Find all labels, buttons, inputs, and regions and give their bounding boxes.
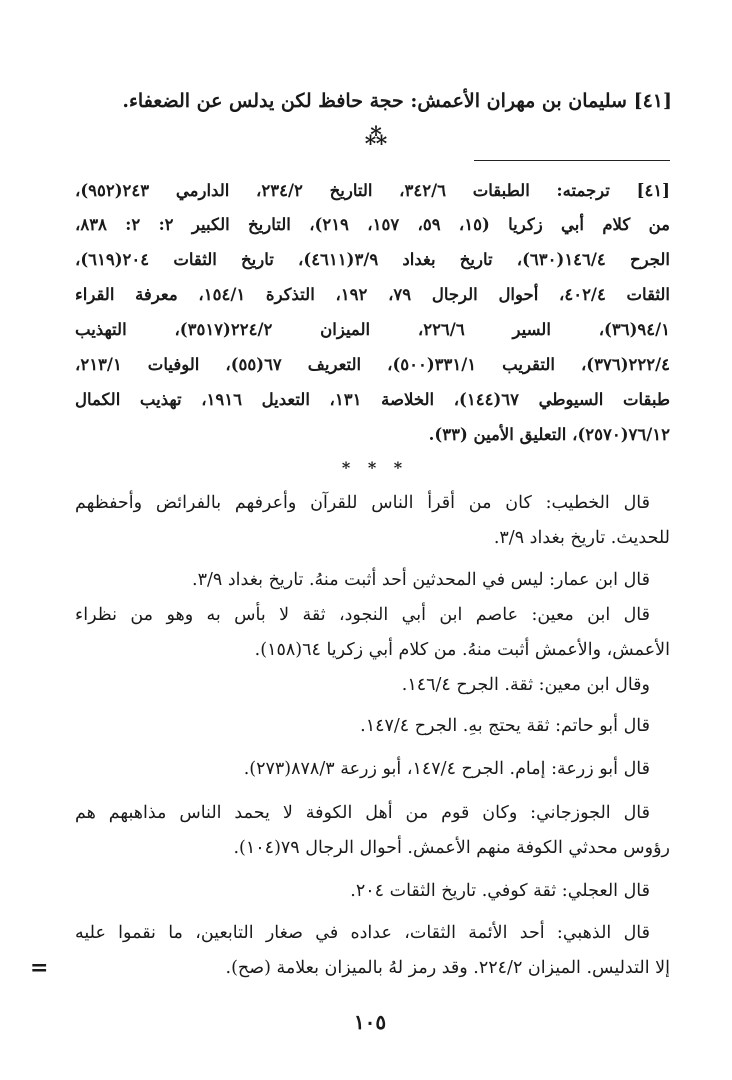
body-line: قال الخطيب: كان من أقرأ الناس للقرآن وأعرفهم بالفرائض وأحفظهم <box>75 493 650 513</box>
footnote-line: الجرح ١٤٦/٤(٦٣٠)، تاريخ بغداد ٣/٩(٤٦١١)، تاريخ الثقات ٢٠٤(٦١٩)، <box>75 250 670 269</box>
footnote-line: طبقات السيوطي ٦٧(١٤٤)، الخلاصة ١٣١، التعديل ١٩١٦، تهذيب الكمال <box>75 390 670 409</box>
body-line: إلا التدليس. الميزان ٢٢٤/٢. وقد رمز لهُ بالميزان بعلامة (صح). <box>225 958 670 978</box>
body-line: قال ابن عمار: ليس في المحدثين أحد أثبت منهُ. تاريخ بغداد ٣/٩. <box>192 570 650 590</box>
page-number: ١٠٥ <box>353 1010 387 1034</box>
footnote-divider <box>474 160 670 161</box>
body-line: وقال ابن معين: ثقة. الجرح ١٤٦/٤. <box>401 675 650 695</box>
entry-heading: [٤١] سليمان بن مهران الأعمش: حجة حافظ لكن يدلس عن الضعفاء. <box>122 90 672 112</box>
footnote-line: الثقات ٤٠٢/٤، أحوال الرجال ٧٩، ١٩٢، التذكرة ١٥٤/١، معرفة القراء <box>75 285 670 304</box>
footnote-line: ٢٢٢/٤(٣٧٦)، التقريب ٣٣١/١(٥٠٠)، التعريف ٦٧(٥٥)، الوفيات ٢١٣/١، <box>75 355 670 374</box>
body-line: للحديث. تاريخ بغداد ٣/٩. <box>493 528 670 548</box>
asterism-ornament: ⁂ <box>364 124 388 150</box>
body-line: قال العجلي: ثقة كوفي. تاريخ الثقات ٢٠٤. <box>350 881 650 901</box>
body-line: قال أبو حاتم: ثقة يحتج بهِ. الجرح ١٤٧/٤. <box>360 716 650 736</box>
footnote-line: من كلام أبي زكريا (١٥، ٥٩، ١٥٧، ٢١٩)، التاريخ الكبير ٢: ٢: ٨٣٨، <box>75 215 670 234</box>
body-line: قال أبو زرعة: إمام. الجرح ١٤٧/٤، أبو زرعة ٨٧٨/٣(٢٧٣). <box>243 759 650 779</box>
footnote-line: ٩٤/١(٣٦)، السير ٢٢٦/٦، الميزان ٢٢٤/٢(٣٥١٧)، التهذيب <box>75 320 670 339</box>
footnote-line: ٧٦/١٢(٢٥٧٠)، التعليق الأمين (٣٣). <box>428 425 670 444</box>
body-line: قال الجوزجاني: وكان قوم من أهل الكوفة لا يحمد الناس مذاهبهم هم <box>75 803 650 823</box>
section-separator: * * * <box>341 458 409 477</box>
body-line: قال ابن معين: عاصم ابن أبي النجود، ثقة لا بأس به وهو من نظراء <box>75 605 650 625</box>
continuation-mark: = <box>30 955 49 981</box>
body-line: قال الذهبي: أحد الأئمة الثقات، عداده في صغار التابعين، ما نقموا عليه <box>75 923 650 943</box>
footnote-line: [٤١] ترجمته: الطبقات ٣٤٢/٦، التاريخ ٢٣٤/٢، الدارمي ٢٤٣(٩٥٢)، <box>75 181 670 200</box>
body-line: رؤوس محدثي الكوفة منهم الأعمش. أحوال الرجال ٧٩(١٠٤). <box>233 838 670 858</box>
body-line: الأعمش، والأعمش أثبت منهُ. من كلام أبي زكريا ٦٤(١٥٨). <box>254 640 670 660</box>
